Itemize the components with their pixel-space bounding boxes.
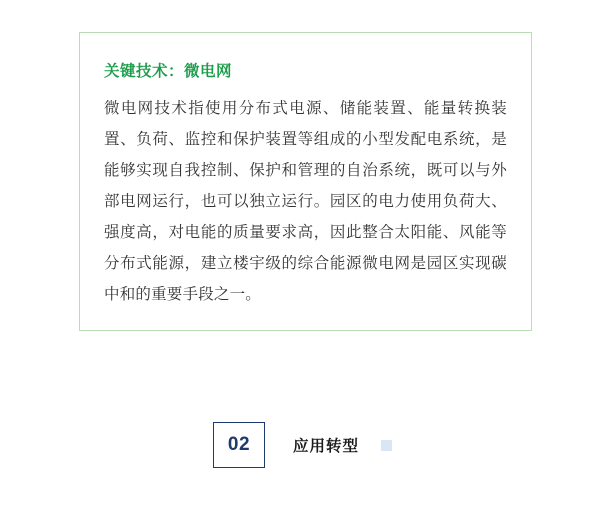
section-header (213, 422, 392, 468)
section-number: 02 (227, 434, 251, 455)
callout-title: 关键技术：微电网 (104, 63, 233, 80)
key-technology-callout (79, 32, 532, 331)
section-title: 应用转型 (293, 438, 360, 455)
section-number-box (213, 422, 265, 468)
callout-body-text: 微电网技术指使用分布式电源、储能装置、能量转换装置、负荷、监控和保护装置等组成的小型发配电系统，是能够实现自我控制、保护和管理的自治系统，既可以与外部电网运行，也可以独立运行。园区的电力使用负荷大、强度高，对电能的质量要求高，因此整合太阳能、风能等分布式能源，建立楼宇级的综合能源微电网是园区实现碳中和的重要手段之一。 (104, 99, 507, 303)
section-marker-square (381, 440, 392, 451)
